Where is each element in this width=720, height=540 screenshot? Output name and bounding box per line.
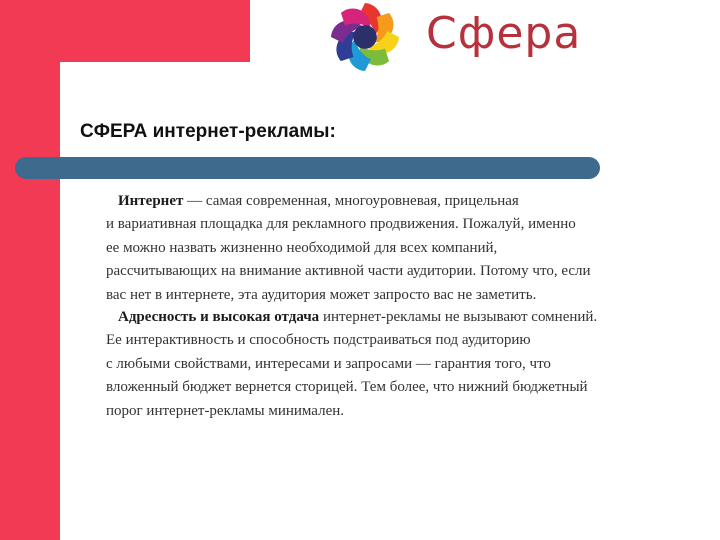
paragraph-line: и вариативная площадка для рекламного продвижения. Пожалуй, именно: [106, 216, 576, 233]
paragraph-line: рассчитывающих на внимание активной части аудитории. Потому что, если: [106, 263, 591, 280]
paragraph-line: вложенный бюджет вернется сторицей. Тем более, что нижний бюджетный: [106, 379, 588, 396]
paragraph-line: с любыми свойствами, интересами и запросами — гарантия того, что: [106, 355, 551, 372]
paragraph-line: Адресность и высокая отдача интернет-рекламы не вызывают сомнений.: [118, 309, 598, 325]
paragraph-line: вас нет в интернете, эта аудитория может запросто вас не заметить.: [106, 286, 537, 303]
slide-heading: СФЕРА интернет-рекламы:: [80, 121, 336, 142]
left-accent-band: [0, 0, 60, 540]
paragraph-line: Ее интерактивность и способность подстраиваться под аудиторию: [106, 332, 531, 349]
sphere-logo-icon: [328, 0, 402, 74]
paragraph-line: Интернет — самая современная, многоуровневая, прицельная: [118, 193, 519, 209]
top-accent-band: [0, 0, 250, 62]
brand-logo: [322, 0, 627, 74]
paragraph-targeting: [106, 306, 698, 423]
brand-wordmark: Сфера: [426, 8, 582, 59]
paragraph-line: порог интернет-рекламы минимален.: [106, 402, 345, 419]
heading-divider-bar: [15, 157, 600, 179]
paragraph-lead: Адресность и высокая отдача: [118, 309, 320, 325]
paragraph-internet: [106, 190, 698, 307]
paragraph-line: ее можно назвать жизненно необходимой для всех компаний,: [106, 239, 498, 256]
paragraph-lead: Интернет: [118, 193, 184, 209]
